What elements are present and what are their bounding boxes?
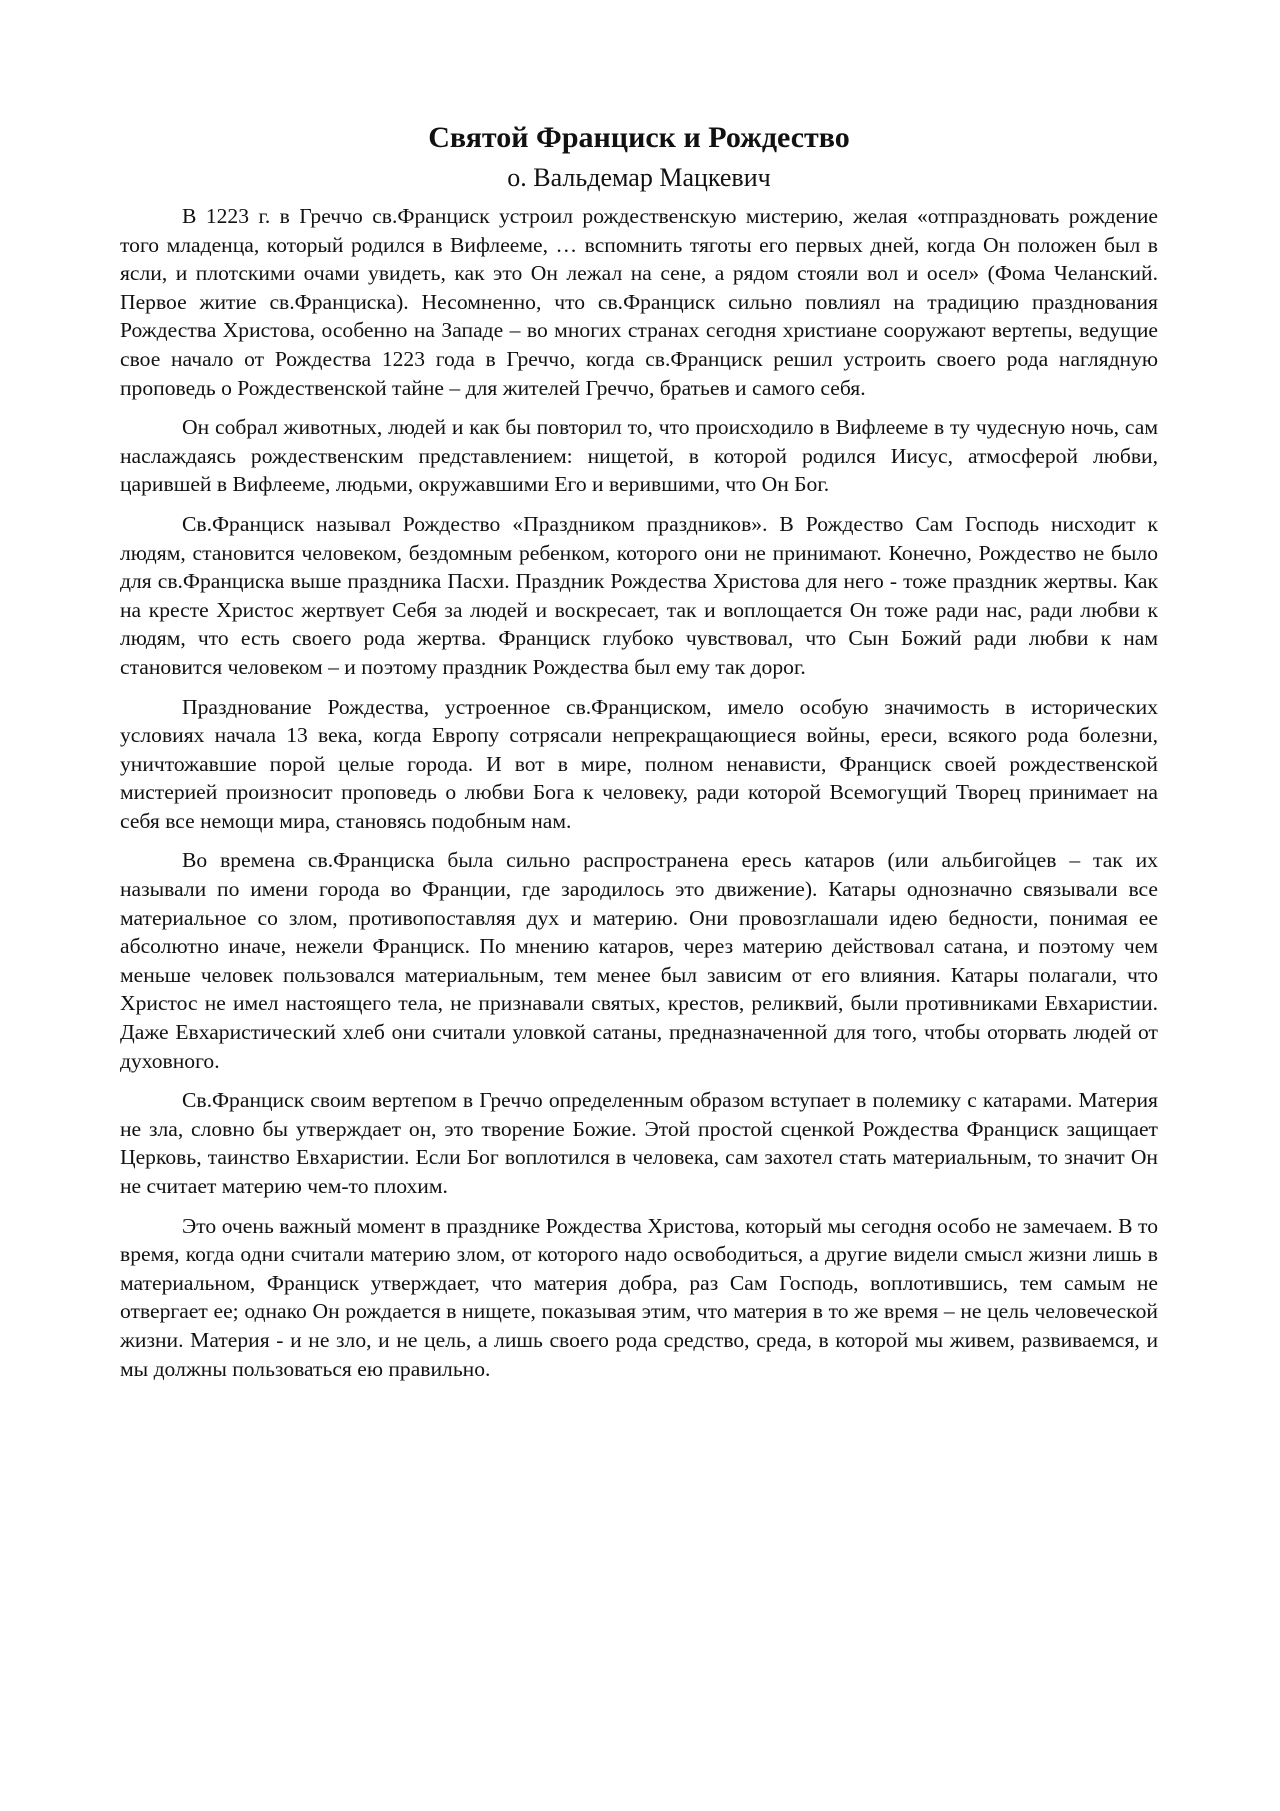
paragraph-2: Он собрал животных, людей и как бы повторил то, что происходило в Вифлееме в ту чудесную ночь, сам наслаждаясь рождественским представлением: нищетой, в которой родился Иисус, атмосферой любви, царившей в Вифлееме, людьми, окружавшими Его и верившими, что Он Бог. [120,415,1158,497]
document-author: о. Вальдемар Мацкевич [507,163,771,192]
paragraph-5: Во времена св.Франциска была сильно распространена ересь катаров (или альбигойцев – так их называли по имени города во Франции, где зародилось это движение). Катары однозначно связывали все материальное со злом, противопоставляя дух и материю. Они провозглашали идею бедности, понимая ее абсолютно иначе, нежели Франциск. По мнению катаров, через материю действовал сатана, и поэтому чем меньше человек пользовался материальным, тем менее был зависим от его влияния. Катары полагали, что Христос не имел настоящего тела, не признавали святых, крестов, реликвий, были противниками Евхаристии. Даже Евхаристический хлеб они считали уловкой сатаны, предназначенной для того, чтобы оторвать людей от духовного. [120,848,1158,1073]
paragraph-1: В 1223 г. в Греччо св.Франциск устроил рождественскую мистерию, желая «отпраздновать рождение того младенца, который родился в Вифлееме, … вспомнить тяготы его первых дней, когда Он положен был в ясли, и плотскими очами увидеть, как это Он лежал на сене, а рядом стояли вол и осел» (Фома Челанский. Первое житие св.Франциска). Несомненно, что св.Франциск сильно повлиял на традицию празднования Рождества Христова, особенно на Западе – во многих странах сегодня христиане сооружают вертепы, ведущие свое начало от Рождества 1223 года в Греччо, когда св.Франциск решил устроить своего рода наглядную проповедь о Рождественской тайне – для жителей Греччо, братьев и самого себя. [120,204,1158,400]
paragraph-6: Св.Франциск своим вертепом в Греччо определенным образом вступает в полемику с катарами. Материя не зла, словно бы утверждает он, это творение Божие. Этой простой сценкой Рождества Франциск защищает Церковь, таинство Евхаристии. Если Бог воплотился в человека, сам захотел стать материальным, то значит Он не считает материю чем-то плохим. [120,1088,1158,1198]
document-page [120,118,1158,1394]
paragraph-4: Празднование Рождества, устроенное св.Франциском, имело особую значимость в исторических условиях начала 13 века, когда Европу сотрясали непрекращающиеся войны, ереси, всякого рода болезни, уничтожавшие порой целые города. И вот в мире, полном ненависти, Франциск своей рождественской мистерией произносит проповедь о любви Бога к человеку, ради которой Всемогущий Творец принимает на себя все немощи мира, становясь подобным нам. [120,694,1158,833]
document-title: Святой Франциск и Рождество [428,121,850,154]
paragraph-3: Св.Франциск называл Рождество «Праздником праздников». В Рождество Сам Господь нисходит к людям, становится человеком, бездомным ребенком, которого они не принимают. Конечно, Рождество не было для св.Франциска выше праздника Пасхи. Праздник Рождества Христова для него - тоже праздник жертвы. Как на кресте Христос жертвует Себя за людей и воскресает, так и воплощается Он тоже ради нас, ради любви к людям, что есть своего рода жертва. Франциск глубоко чувствовал, что Сын Божий ради любви к нам становится человеком – и поэтому праздник Рождества был ему так дорог. [120,511,1158,679]
paragraph-7: Это очень важный момент в празднике Рождества Христова, который мы сегодня особо не замечаем. В то время, когда одни считали материю злом, от которого надо освободиться, а другие видели смысл жизни лишь в материальном, Франциск утверждает, что материя добра, раз Сам Господь, воплотившись, тем самым не отвергает ее; однако Он рождается в нищете, показывая этим, что материя в то же время – не цель человеческой жизни. Материя - и не зло, и не цель, а лишь своего рода средство, среда, в которой мы живем, развиваемся, и мы должны пользоваться ею правильно. [120,1213,1158,1381]
